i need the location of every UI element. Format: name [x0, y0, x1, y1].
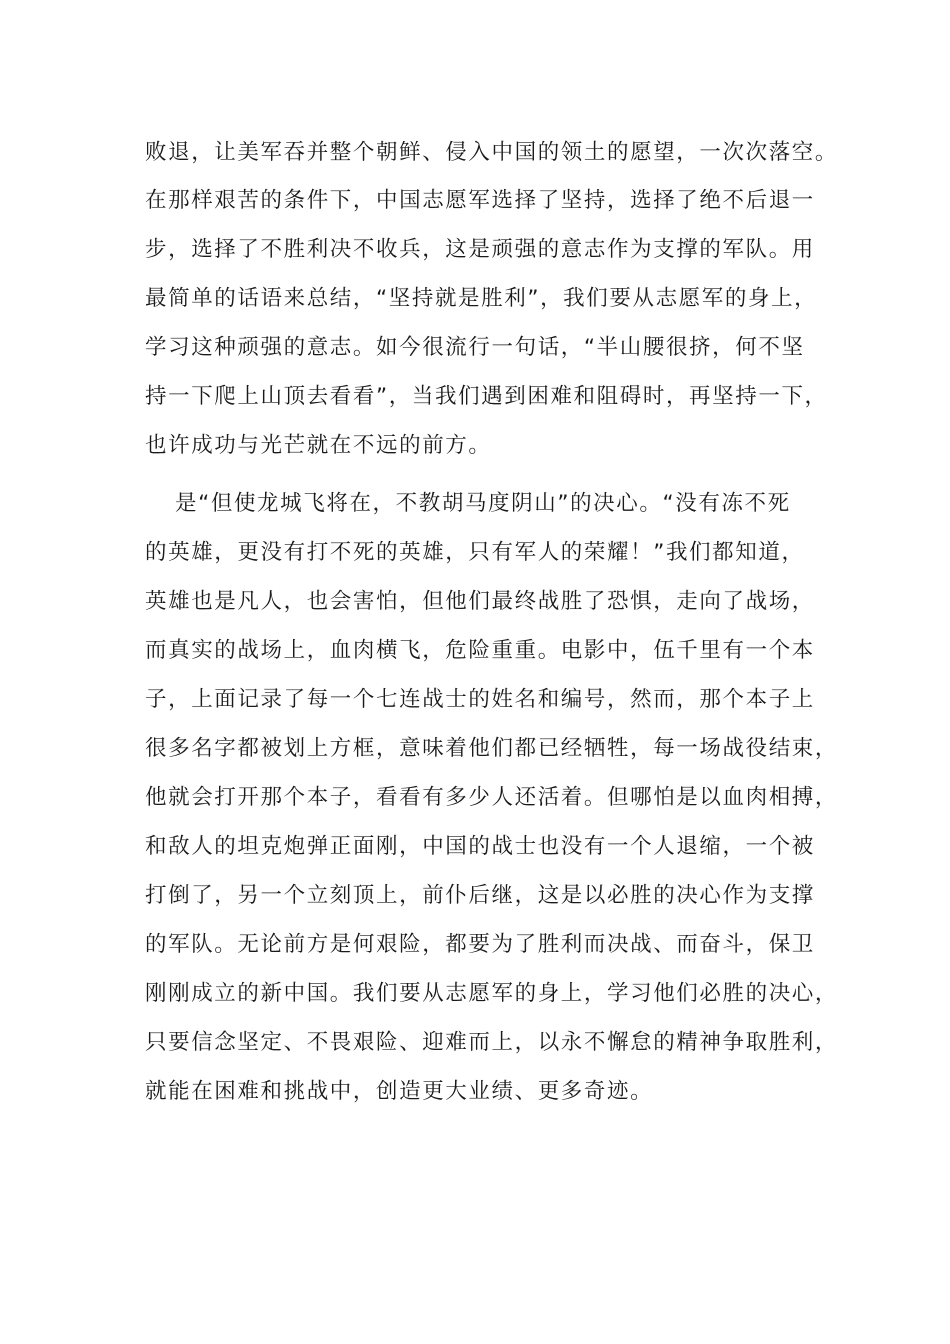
text-line: 他就会打开那个本子，看看有多少人还活着。但哪怕是以血肉相搏，: [145, 785, 839, 810]
text-line: 在那样艰苦的条件下，中国志愿军选择了坚持，选择了绝不后退一: [145, 188, 815, 213]
text-line: 的军队。无论前方是何艰险，都要为了胜利而决战、而奋斗，保卫: [145, 932, 815, 957]
text-line: 刚刚成立的新中国。我们要从志愿军的身上，学习他们必胜的决心，: [145, 981, 839, 1006]
text-line: 打倒了，另一个立刻顶上，前仆后继，这是以必胜的决心作为支撑: [145, 883, 815, 908]
text-line: 和敌人的坦克炮弹正面刚，中国的战士也没有一个人退缩，一个被: [145, 834, 815, 859]
text-line: 最简单的话语来总结，“坚持就是胜利”，我们要从志愿军的身上，: [145, 286, 818, 311]
text-line: 也许成功与光芒就在不远的前方。: [145, 433, 492, 458]
text-line: 学习这种顽强的意志。如今很流行一句话，“半山腰很挤，何不坚: [145, 335, 805, 360]
text-line: 持一下爬上山顶去看看”，当我们遇到困难和阻碍时，再坚持一下，: [145, 384, 828, 409]
text-line: 就能在困难和挑战中，创造更大业绩、更多奇迹。: [145, 1079, 654, 1104]
text-line: 英雄也是凡人，也会害怕，但他们最终战胜了恐惧，走向了战场，: [145, 589, 815, 614]
text-line: 子，上面记录了每一个七连战士的姓名和编号，然而，那个本子上: [145, 687, 815, 712]
text-line: 的英雄，更没有打不死的英雄，只有军人的荣耀！”我们都知道，: [145, 540, 805, 565]
text-line: 败退，让美军吞并整个朝鲜、侵入中国的领土的愿望，一次次落空。: [145, 140, 839, 165]
text-line: 而真实的战场上，血肉横飞，危险重重。电影中，伍千里有一个本: [145, 638, 815, 663]
text-line: 很多名字都被划上方框，意味着他们都已经牺牲，每一场战役结束，: [145, 736, 839, 761]
text-line: 只要信念坚定、不畏艰险、迎难而上，以永不懈怠的精神争取胜利，: [145, 1030, 839, 1055]
text-line: 步，选择了不胜利决不收兵，这是顽强的意志作为支撑的军队。用: [145, 237, 815, 262]
text-line: 是“但使龙城飞将在，不教胡马度阴山”的决心。“没有冻不死: [175, 491, 791, 516]
